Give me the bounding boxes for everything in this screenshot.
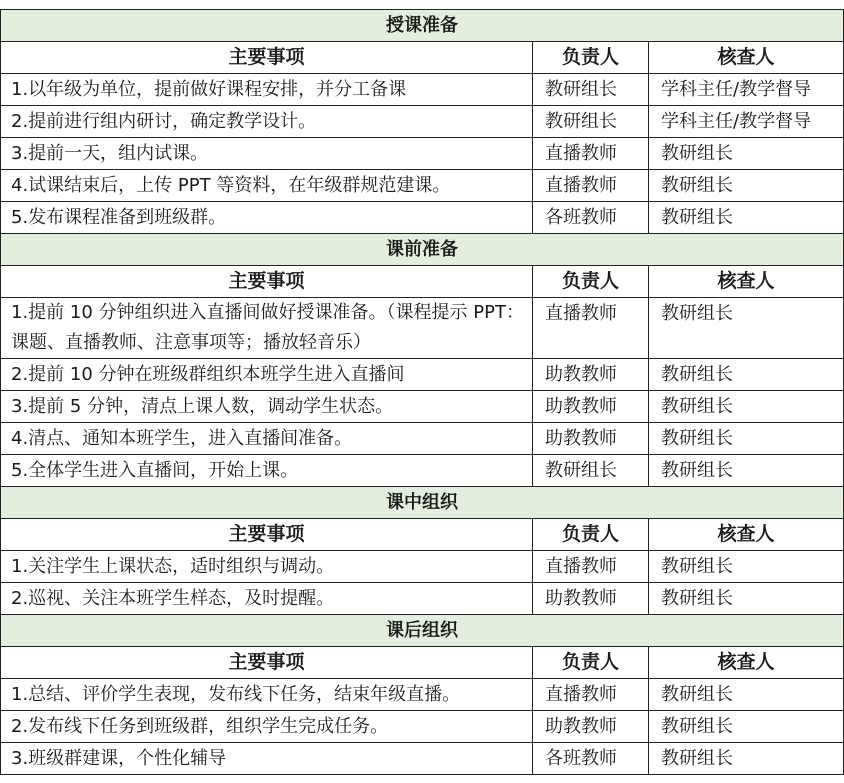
section-header (1, 615, 844, 647)
column-header-owner: 负责人 (533, 266, 649, 298)
checker-cell: 教研组长 (649, 455, 844, 487)
item-cell: 3.提前 5 分钟，清点上课人数，调动学生状态。 (1, 391, 533, 423)
item-cell: 2.发布线下任务到班级群，组织学生完成任务。 (1, 711, 533, 743)
column-header-checker: 核查人 (649, 42, 844, 74)
section-title: 课后组织 (1, 615, 844, 647)
column-header-owner: 负责人 (533, 519, 649, 551)
checker-cell: 教研组长 (649, 583, 844, 615)
section-title: 课前准备 (1, 234, 844, 266)
owner-cell: 直播教师 (533, 551, 649, 583)
table-row (1, 138, 844, 170)
table-row (1, 74, 844, 106)
item-cell: 2.提前进行组内研讨，确定教学设计。 (1, 106, 533, 138)
table-row (1, 551, 844, 583)
owner-cell: 各班教师 (533, 202, 649, 234)
column-header-row (1, 519, 844, 551)
item-cell: 4.清点、通知本班学生，进入直播间准备。 (1, 423, 533, 455)
owner-cell: 教研组长 (533, 74, 649, 106)
column-header-item: 主要事项 (1, 42, 533, 74)
checker-cell: 教研组长 (649, 202, 844, 234)
table-row (1, 359, 844, 391)
table-row (1, 170, 844, 202)
owner-cell: 直播教师 (533, 170, 649, 202)
column-header-checker: 核查人 (649, 519, 844, 551)
table-row (1, 679, 844, 711)
owner-cell: 各班教师 (533, 743, 649, 775)
table-row (1, 455, 844, 487)
table-row (1, 711, 844, 743)
table-row (1, 298, 844, 359)
owner-cell: 助教教师 (533, 391, 649, 423)
section-header (1, 10, 844, 42)
owner-cell: 助教教师 (533, 423, 649, 455)
table-row (1, 743, 844, 775)
column-header-item: 主要事项 (1, 647, 533, 679)
owner-cell: 直播教师 (533, 298, 649, 359)
column-header-item: 主要事项 (1, 266, 533, 298)
table-row (1, 583, 844, 615)
item-cell: 1.提前 10 分钟组织进入直播间做好授课准备。（课程提示 PPT：课题、直播教师、注意事项等；播放轻音乐） (1, 298, 533, 359)
owner-cell: 直播教师 (533, 679, 649, 711)
checker-cell: 教研组长 (649, 551, 844, 583)
section-header (1, 234, 844, 266)
item-cell: 1.总结、评价学生表现，发布线下任务，结束年级直播。 (1, 679, 533, 711)
checker-cell: 教研组长 (649, 743, 844, 775)
column-header-owner: 负责人 (533, 42, 649, 74)
checker-cell: 学科主任/教学督导 (649, 106, 844, 138)
item-cell: 2.巡视、关注本班学生样态，及时提醒。 (1, 583, 533, 615)
column-header-owner: 负责人 (533, 647, 649, 679)
column-header-row (1, 266, 844, 298)
table-row (1, 202, 844, 234)
item-cell: 3.提前一天，组内试课。 (1, 138, 533, 170)
task-table-body (1, 10, 844, 775)
item-cell: 1.以年级为单位，提前做好课程安排，并分工备课 (1, 74, 533, 106)
checker-cell: 教研组长 (649, 679, 844, 711)
item-cell: 5.全体学生进入直播间，开始上课。 (1, 455, 533, 487)
item-cell: 3.班级群建课，个性化辅导 (1, 743, 533, 775)
checker-cell: 教研组长 (649, 138, 844, 170)
table-row (1, 391, 844, 423)
table-row (1, 106, 844, 138)
item-cell: 5.发布课程准备到班级群。 (1, 202, 533, 234)
owner-cell: 直播教师 (533, 138, 649, 170)
checker-cell: 教研组长 (649, 170, 844, 202)
task-table (0, 9, 844, 775)
item-cell: 1.关注学生上课状态，适时组织与调动。 (1, 551, 533, 583)
owner-cell: 助教教师 (533, 711, 649, 743)
column-header-item: 主要事项 (1, 519, 533, 551)
owner-cell: 助教教师 (533, 359, 649, 391)
column-header-row (1, 647, 844, 679)
checker-cell: 教研组长 (649, 711, 844, 743)
checker-cell: 教研组长 (649, 359, 844, 391)
checker-cell: 教研组长 (649, 298, 844, 359)
checker-cell: 教研组长 (649, 423, 844, 455)
checker-cell: 学科主任/教学督导 (649, 74, 844, 106)
column-header-checker: 核查人 (649, 266, 844, 298)
column-header-checker: 核查人 (649, 647, 844, 679)
owner-cell: 教研组长 (533, 106, 649, 138)
owner-cell: 助教教师 (533, 583, 649, 615)
item-cell: 2.提前 10 分钟在班级群组织本班学生进入直播间 (1, 359, 533, 391)
checker-cell: 教研组长 (649, 391, 844, 423)
table-row (1, 423, 844, 455)
owner-cell: 教研组长 (533, 455, 649, 487)
section-title: 授课准备 (1, 10, 844, 42)
section-header (1, 487, 844, 519)
section-title: 课中组织 (1, 487, 844, 519)
column-header-row (1, 42, 844, 74)
item-cell: 4.试课结束后，上传 PPT 等资料，在年级群规范建课。 (1, 170, 533, 202)
